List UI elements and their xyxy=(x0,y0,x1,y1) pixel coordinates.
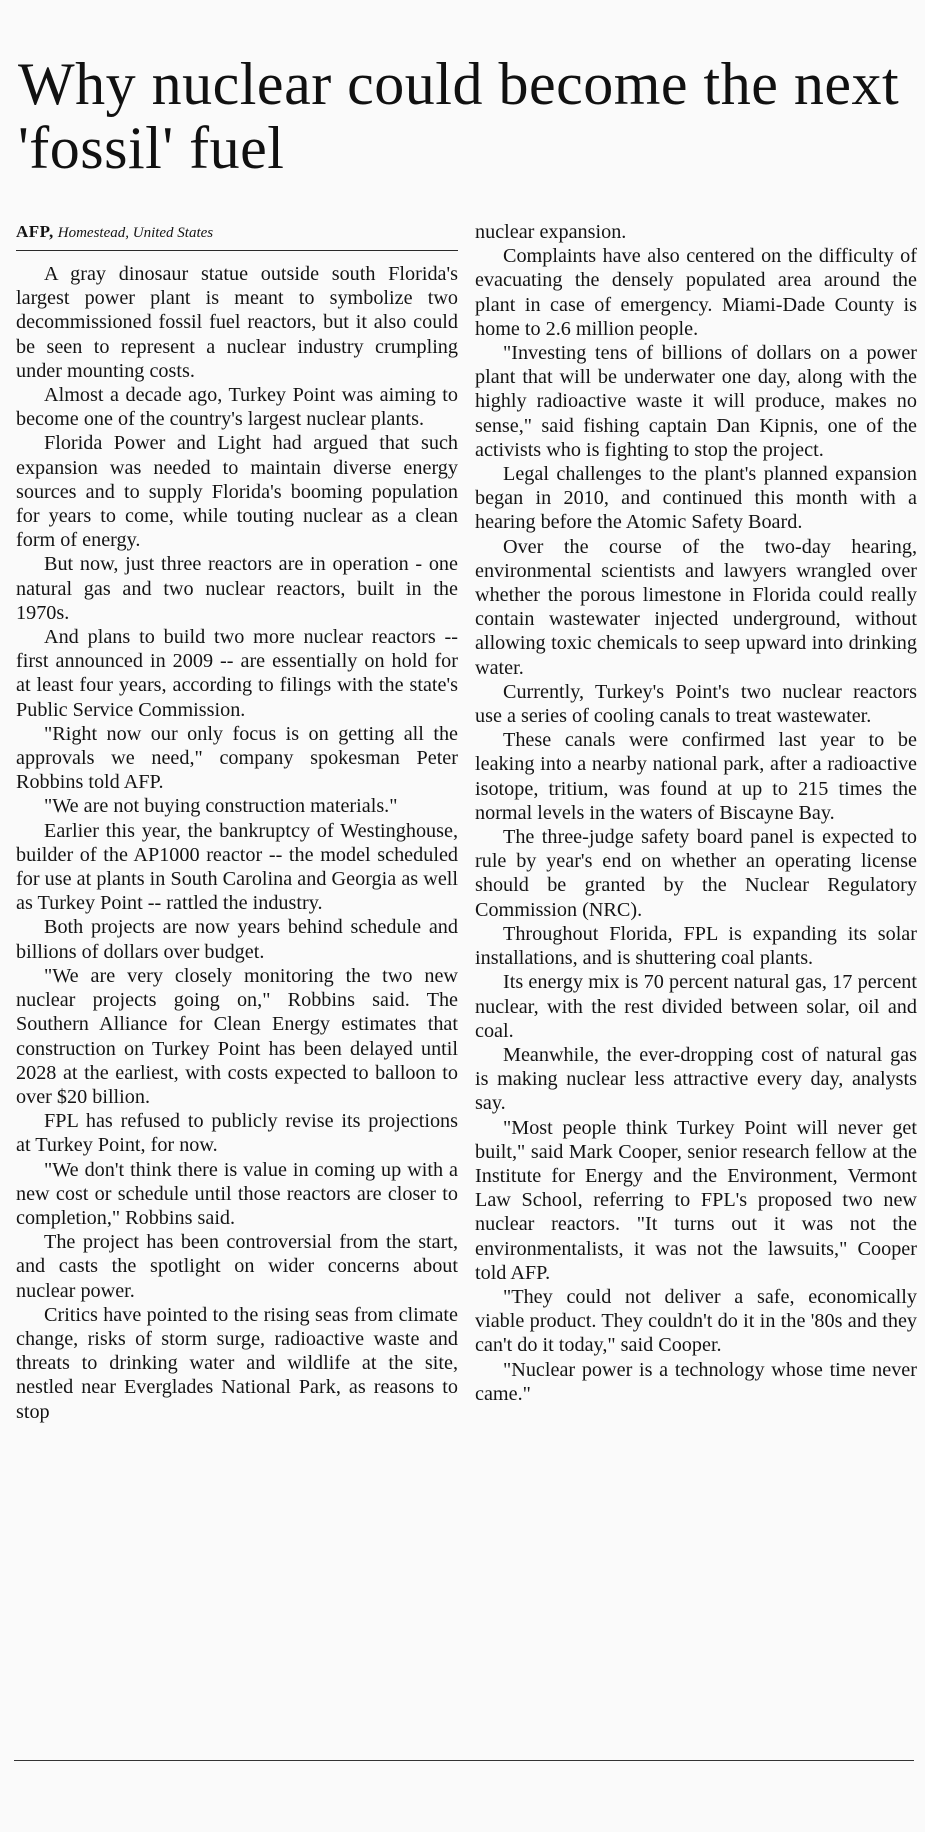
byline xyxy=(16,222,458,243)
paragraph: Currently, Turkey's Point's two nuclear reactors use a series of cooling canals to treat wastewater. xyxy=(475,680,917,728)
paragraph: "Nuclear power is a technology whose time never came." xyxy=(475,1358,917,1405)
byline-divider xyxy=(16,250,458,251)
paragraph: Its energy mix is 70 percent natural gas, 17 percent nuclear, with the rest divided between solar, oil and coal. xyxy=(475,971,917,1042)
article-headline: Why nuclear could become the next 'fossil' fuel xyxy=(18,51,900,181)
paragraph: And plans to build two more nuclear reactors -- first announced in 2009 -- are essentially on hold for at least four years, according to filings with the state's Public Service Commission. xyxy=(16,626,458,721)
paragraph: The project has been controversial from the start, and casts the spotlight on wider concerns about nuclear power. xyxy=(16,1231,458,1302)
paragraph: "We don't think there is value in coming up with a new cost or schedule until those reactors are closer to completion," Robbins said. xyxy=(16,1158,458,1229)
paragraph: "Right now our only focus is on getting all the approvals we need," company spokesman Peter Robbins told AFP. xyxy=(16,722,458,794)
paragraph: "Most people think Turkey Point will never get built," said Mark Cooper, senior research fellow at the Institute for Energy and the Environment, Vermont Law School, referring to FPL's proposed two new nuclear reactors. "It turns out it was not the environmentalists, it was not the lawsuits," Cooper told AFP. xyxy=(475,1116,917,1284)
paragraph: Legal challenges to the plant's planned expansion began in 2010, and continued this month with a hearing before the Atomic Safety Board. xyxy=(475,463,917,534)
paragraph: Earlier this year, the bankruptcy of Westinghouse, builder of the AP1000 reactor -- the model scheduled for use at plants in South Carolina and Georgia as well as Turkey Point -- rattled the industry. xyxy=(16,819,458,915)
paragraph: Almost a decade ago, Turkey Point was aiming to become one of the country's largest nuclear plants. xyxy=(16,384,458,431)
paragraph: A gray dinosaur statue outside south Florida's largest power plant is meant to symbolize two decommissioned fossil fuel reactors, but it also could be seen to represent a nuclear industry crumpling under mounting costs. xyxy=(16,263,458,382)
paragraph: "We are not buying construction materials." xyxy=(44,795,398,818)
paragraph: Critics have pointed to the rising seas from climate change, risks of storm surge, radioactive waste and threats to drinking water and wildlife at the site, nestled near Everglades National Park, as reasons to stop xyxy=(16,1303,458,1423)
paragraph: Over the course of the two-day hearing, environmental scientists and lawyers wrangled over whether the porous limestone in Florida could really contain wastewater injected underground, without allowing toxic chemicals to seep upward into drinking water. xyxy=(475,535,917,679)
paragraph: Meanwhile, the ever-dropping cost of natural gas is making nuclear less attractive every day, analysts say. xyxy=(475,1043,917,1115)
paragraph: "They could not deliver a safe, economically viable product. They couldn't do it in the '80s and they can't do it today," said Cooper. xyxy=(475,1285,917,1357)
paragraph: Both projects are now years behind schedule and billions of dollars over budget. xyxy=(16,916,458,963)
paragraph: But now, just three reactors are in operation - one natural gas and two nuclear reactors, built in the 1970s. xyxy=(16,553,458,624)
byline-agency: AFP, xyxy=(16,222,54,241)
paragraph: These canals were confirmed last year to be leaking into a nearby national park, after a radioactive isotope, tritium, was found at up to 215 times the normal levels in the waters of Biscayne Bay. xyxy=(475,729,917,824)
paragraph: Throughout Florida, FPL is expanding its solar installations, and is shuttering coal plants. xyxy=(475,922,917,970)
article-column-right xyxy=(475,220,917,1406)
article-column-left xyxy=(16,262,458,1424)
paragraph: FPL has refused to publicly revise its projections at Turkey Point, for now. xyxy=(16,1110,458,1157)
paragraph: Complaints have also centered on the difficulty of evacuating the densely populated area around the plant in case of emergency. Miami-Dade County is home to 2.6 million people. xyxy=(475,245,917,340)
paragraph: "Investing tens of billions of dollars on a power plant that will be underwater one day, along with the highly radioactive waste it will produce, makes no sense," said fishing captain Dan Kipnis, one of the activists who is fighting to stop the project. xyxy=(475,342,917,461)
paragraph: The three-judge safety board panel is expected to rule by year's end on whether an operating license should be granted by the Nuclear Regulatory Commission (NRC). xyxy=(475,826,917,921)
byline-place: Homestead, United States xyxy=(57,225,214,241)
bottom-divider xyxy=(14,1760,914,1761)
paragraph: "We are very closely monitoring the two new nuclear projects going on," Robbins said. The Southern Alliance for Clean Energy estimates that construction on Turkey Point has been delayed until 2028 at the earliest, with costs expected to balloon to over $20 billion. xyxy=(16,964,458,1108)
paragraph: Florida Power and Light had argued that such expansion was needed to maintain diverse energy sources and to supply Florida's booming population for years to come, while touting nuclear as a clean form of energy. xyxy=(16,432,458,552)
paragraph-continuation: nuclear expansion. xyxy=(475,221,627,243)
